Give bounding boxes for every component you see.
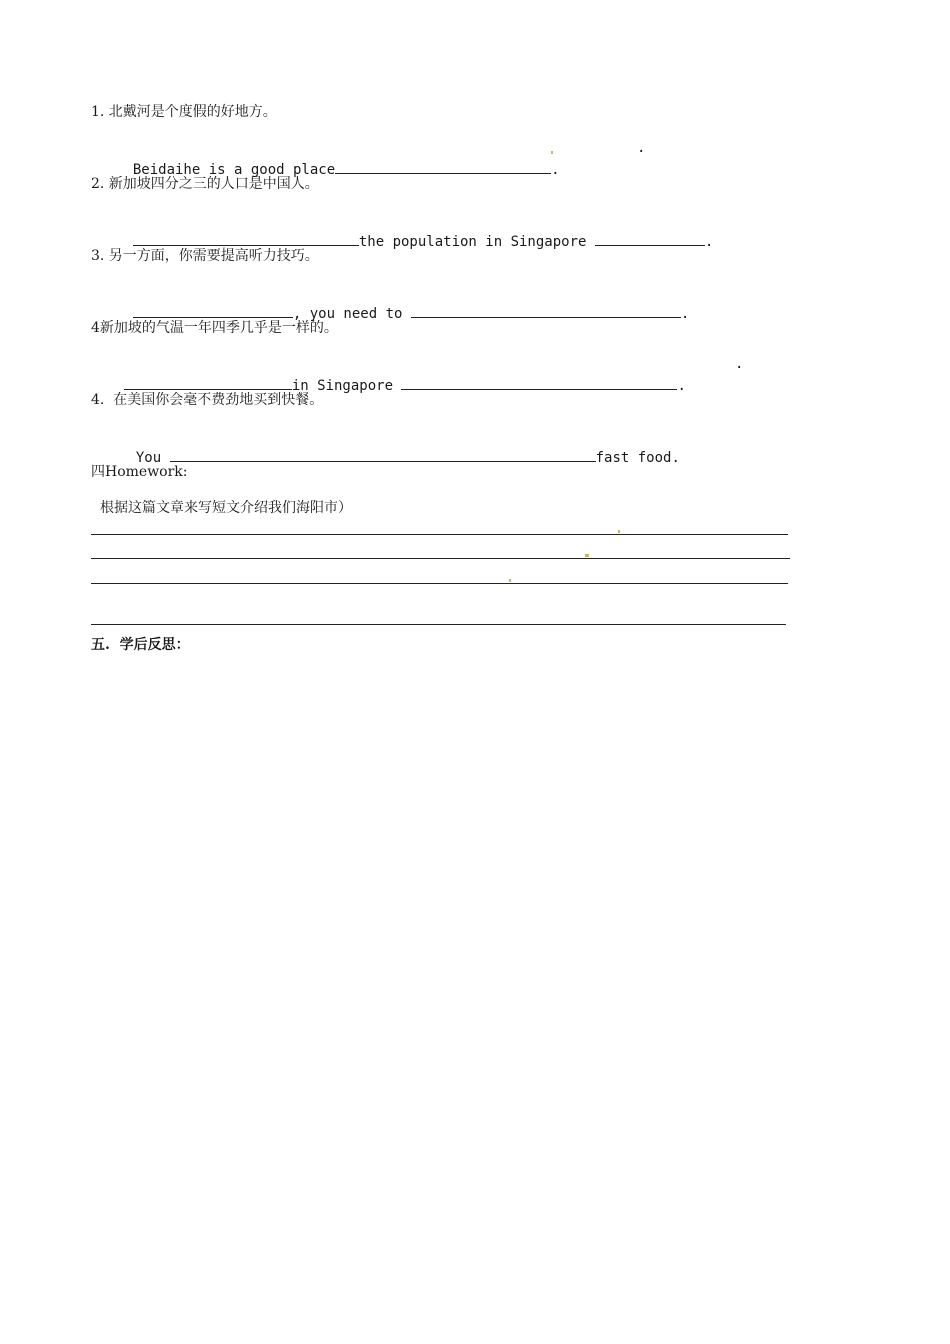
q2-blank-1[interactable] — [133, 231, 359, 246]
q2-post: . — [704, 234, 714, 250]
scan-speck — [551, 151, 553, 154]
q4-mid: in Singapore — [291, 378, 394, 394]
scan-speck — [585, 554, 589, 557]
q1-pre: Beidaihe is a good place — [132, 162, 336, 178]
q5-prompt: 4. 在美国你会毫不费劲地买到快餐。 — [91, 392, 324, 408]
homework-instruction: 根据这篇文章来写短文介绍我们海阳市） — [100, 500, 352, 516]
writing-line-3[interactable] — [91, 583, 788, 584]
q3-blank-1[interactable] — [133, 303, 293, 318]
reflection-heading: 五. 学后反思： — [91, 637, 190, 653]
q4-blank-2[interactable] — [401, 375, 677, 390]
q3-post: . — [680, 306, 690, 322]
q3-mid: , you need to — [292, 306, 403, 322]
q2-prompt: 2. 新加坡四分之三的人口是中国人。 — [91, 176, 319, 192]
q2-mid: the population in Singapore — [358, 234, 587, 250]
homework-heading: 四Homework: — [91, 464, 188, 480]
q5-blank[interactable] — [170, 447, 596, 462]
q1-sentence — [116, 137, 560, 178]
q3-blank-2[interactable] — [411, 303, 681, 318]
q4-prompt: 4新加坡的气温一年四季几乎是一样的。 — [91, 320, 338, 336]
scan-speck — [509, 579, 511, 582]
q5-post: fast food. — [595, 450, 680, 466]
q4-sentence — [107, 353, 686, 394]
q1-blank[interactable] — [335, 159, 551, 174]
writing-line-4[interactable] — [91, 624, 786, 625]
writing-line-1[interactable] — [91, 534, 788, 535]
q4-blank-1[interactable] — [124, 375, 292, 390]
q4-post: . — [677, 378, 686, 394]
q1-prompt: 1. 北戴河是个度假的好地方。 — [91, 104, 277, 120]
q3-sentence — [116, 281, 690, 322]
q5-sentence — [119, 425, 680, 466]
q2-sentence — [116, 209, 714, 250]
q1-post2: . — [637, 140, 646, 156]
scan-speck — [618, 530, 620, 533]
q3-prompt: 3. 另一方面，你需要提高听力技巧。 — [91, 248, 319, 264]
q1-post: . — [551, 162, 560, 178]
q4-post2: . — [735, 356, 744, 372]
q5-pre: You — [135, 450, 162, 466]
q2-blank-2[interactable] — [595, 231, 705, 246]
writing-line-2[interactable] — [91, 558, 790, 559]
